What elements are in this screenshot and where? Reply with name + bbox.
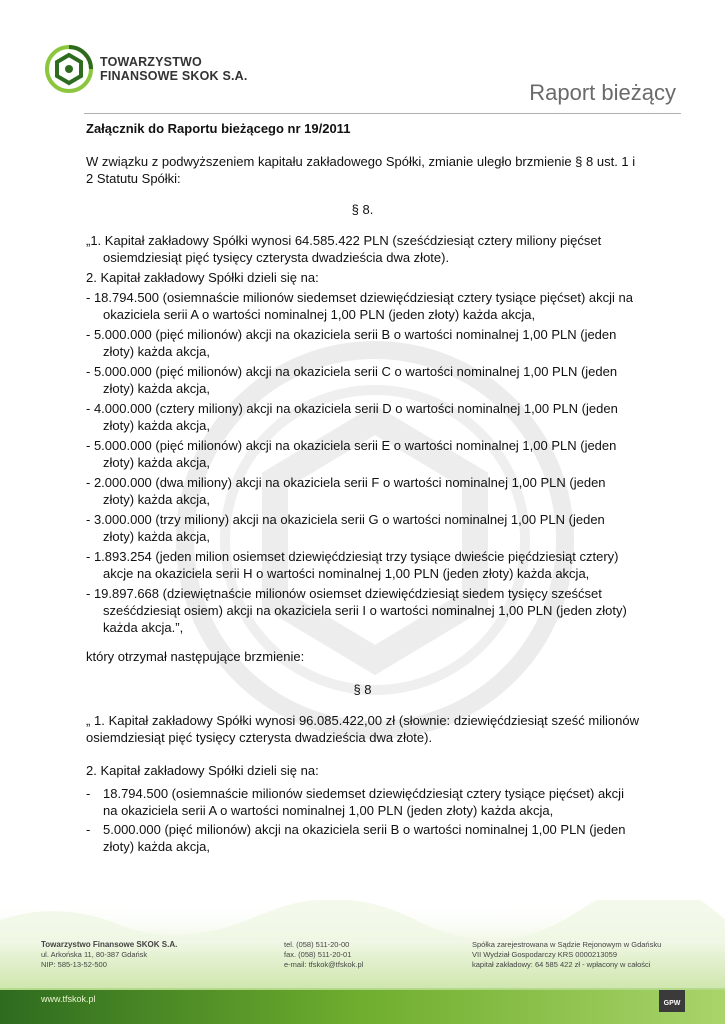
list-item: - 5.000.000 (pięć milionów) akcji na okaziciela serii B o wartości nominalnej 1,00 PLN (jeden złoty) każda akcja,: [86, 327, 617, 359]
section-new-heading: § 8: [353, 682, 372, 697]
gpw-logo: GPW: [659, 990, 685, 1012]
footer-reg-line3: kapitał zakładowy: 64 585 422 zł - wpłacony w całości: [472, 960, 651, 969]
logo-line1: TOWARZYSTWO: [100, 55, 202, 69]
list-item-text: 5.000.000 (pięć milionów) akcji na okaziciela serii B o wartości nominalnej 1,00 PLN (jeden złoty) każda akcja,: [103, 822, 626, 854]
list-item: - 2.000.000 (dwa miliony) akcji na okaziciela serii F o wartości nominalnej 1,00 PLN (jeden złoty) każda akcja,: [86, 475, 606, 507]
list-item: - 5.000.000 (pięć milionów) akcji na okaziciela serii C o wartości nominalnej 1,00 PLN (jeden złoty) każda akcja,: [86, 364, 618, 396]
list-item: [86, 785, 639, 819]
list-item: - 5.000.000 (pięć milionów) akcji na okaziciela serii E o wartości nominalnej 1,00 PLN (jeden złoty) każda akcja,: [86, 438, 617, 470]
list-dash: -: [86, 786, 91, 801]
list-item: - 18.794.500 (osiemnaście milionów siedemset dziewięćdziesiąt cztery tysiące pięćset) akcji na okaziciela serii A o wartości nominalnej 1,00 PLN (jeden złoty) każda akcja,: [86, 290, 633, 322]
list-dash: -: [86, 822, 91, 837]
footer-company-block: [41, 940, 177, 970]
list-item: - 3.000.000 (trzy miliony) akcji na okaziciela serii G o wartości nominalnej 1,00 PLN (jeden złoty) każda akcja,: [86, 512, 605, 544]
footer-email[interactable]: e-mail: tfskok@tfskok.pl: [284, 960, 364, 969]
footer-registration-block: [472, 940, 661, 970]
list-item: - 4.000.000 (cztery miliony) akcji na okaziciela serii D o wartości nominalnej 1,00 PLN (jeden złoty) każda akcja,: [86, 401, 618, 433]
transition-text: który otrzymał następujące brzmienie:: [86, 649, 305, 664]
new-paragraph-2: 2. Kapitał zakładowy Spółki dzieli się na:: [86, 763, 319, 778]
footer-address: ul. Arkońska 11, 80-387 Gdańsk: [41, 950, 148, 959]
logo-emblem-icon: [44, 44, 94, 94]
section-old-heading: § 8.: [351, 202, 374, 217]
old-share-list: [86, 289, 639, 636]
attachment-title: Załącznik do Raportu bieżącego nr 19/2011: [86, 121, 351, 136]
report-title: Raport bieżący: [529, 80, 676, 105]
footer-fax: fax. (058) 511-20-01: [284, 950, 352, 959]
new-paragraph-1: „ 1. Kapitał zakładowy Spółki wynosi 96.085.422,00 zł (słownie: dziewięćdziesiąt sześć milionów osiemdziesiąt pięć tysięcy czterysta dwadzieścia dwa złote).: [86, 713, 639, 745]
footer-contact-block: [284, 940, 363, 970]
footer-tel: tel. (058) 511-20-00: [284, 940, 350, 949]
list-item: - 19.897.668 (dziewiętnaście milionów osiemset dziewięćdziesiąt siedem tysięcy sześćset sześćdziesiąt osiem) akcji na okaziciela serii I o wartości nominalnej 1,00 PLN (jeden złoty) każda akcja.”,: [86, 586, 627, 635]
new-share-list: [86, 785, 639, 855]
footer-reg-line2: VII Wydział Gospodarczy KRS 0000213059: [472, 950, 618, 959]
list-item-text: 18.794.500 (osiemnaście milionów siedemset dziewięćdziesiąt cztery tysiące pięćset) akcji na okaziciela serii A o wartości nominalnej 1,00 PLN (jeden złoty) każda akcja,: [103, 786, 624, 818]
footer-reg-line1: Spółka zarejestrowana w Sądzie Rejonowym w Gdańsku: [472, 940, 662, 949]
list-item: - 1.893.254 (jeden milion osiemset dziewięćdziesiąt trzy tysiące dwieście pięćdziesiąt cztery) akcje na okaziciela serii H o wartości nominalnej 1,00 PLN (jeden złoty) każda akcja,: [86, 549, 619, 581]
header-divider: [84, 113, 681, 114]
company-logo: [44, 44, 248, 94]
old-paragraph-1: „1. Kapitał zakładowy Spółki wynosi 64.585.422 PLN (sześćdziesiąt cztery miliony pięćset osiemdziesiąt pięć tysięcy czterysta dwadzieścia dwa złote).: [86, 233, 602, 265]
list-item: [86, 821, 639, 855]
intro-paragraph: W związku z podwyższeniem kapitału zakładowego Spółki, zmianie uległo brzmienie § 8 ust. 1 i 2 Statutu Spółki:: [86, 154, 636, 186]
document-body: [86, 120, 639, 857]
footer-website-link[interactable]: www.tfskok.pl: [41, 994, 96, 1004]
footer-company-name: Towarzystwo Finansowe SKOK S.A.: [41, 940, 178, 949]
footer-nip: NIP: 585-13-52-500: [41, 960, 107, 969]
logo-line2: FINANSOWE SKOK S.A.: [100, 69, 248, 83]
old-paragraph-2: 2. Kapitał zakładowy Spółki dzieli się na:: [86, 270, 319, 285]
